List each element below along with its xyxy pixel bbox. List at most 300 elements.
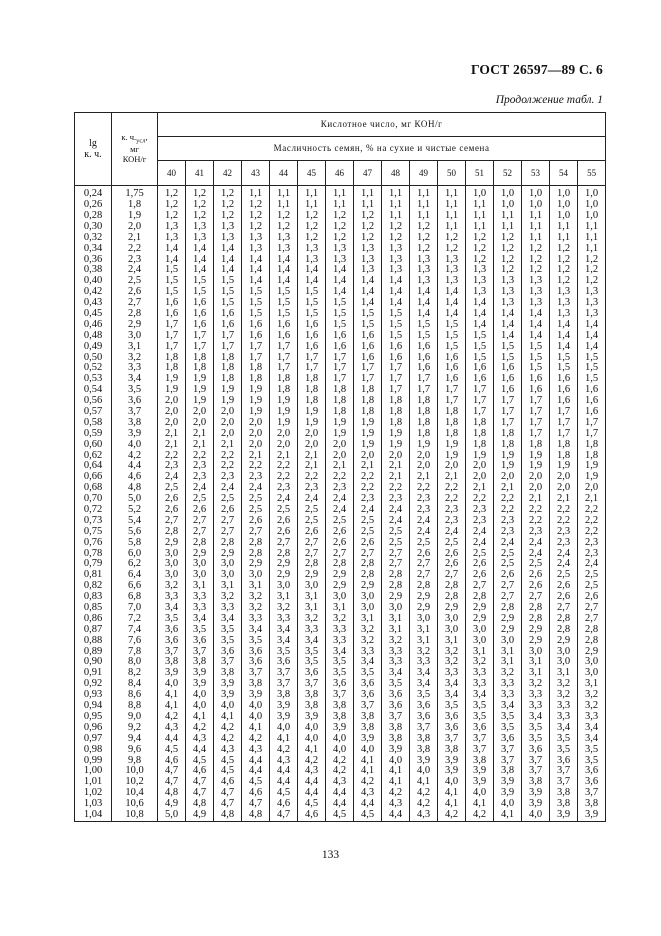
value-cell: 2,6 xyxy=(410,548,438,559)
value-cell: 3,9 xyxy=(270,701,298,712)
value-cell: 1,5 xyxy=(326,309,354,320)
value-cell: 3,2 xyxy=(242,592,270,603)
value-cell: 1,4 xyxy=(438,287,466,298)
value-cell: 2,5 xyxy=(242,494,270,505)
value-cell: 3,5 xyxy=(550,744,578,755)
value-cell: 1,7 xyxy=(522,407,550,418)
value-cell: 3,3 xyxy=(214,603,242,614)
oil-percent-header: 41 xyxy=(186,161,214,186)
page-number: 133 xyxy=(321,849,340,861)
value-cell: 2,2 xyxy=(158,450,186,461)
value-cell: 3,2 xyxy=(410,646,438,657)
value-cell: 1,6 xyxy=(522,374,550,385)
value-cell: 3,8 xyxy=(242,679,270,690)
table-row xyxy=(75,712,606,723)
value-cell: 2,4 xyxy=(298,494,326,505)
lg-kch-cell: 0,60 xyxy=(75,439,112,450)
oil-percent-header: 47 xyxy=(354,161,382,186)
value-cell: 2,8 xyxy=(578,625,606,636)
value-cell: 1,2 xyxy=(438,243,466,254)
value-cell: 1,6 xyxy=(578,407,606,418)
value-cell: 3,5 xyxy=(186,625,214,636)
oil-percent-header: 45 xyxy=(298,161,326,186)
value-cell: 1,7 xyxy=(410,385,438,396)
value-cell: 1,1 xyxy=(326,200,354,211)
table-row xyxy=(75,570,606,581)
value-cell: 1,9 xyxy=(186,396,214,407)
value-cell: 4,7 xyxy=(186,777,214,788)
header-kch-line3: КОН/г xyxy=(122,154,147,165)
value-cell: 1,3 xyxy=(214,233,242,244)
value-cell: 2,4 xyxy=(522,548,550,559)
header-kch-line2: мг xyxy=(130,144,139,155)
value-cell: 1,9 xyxy=(158,385,186,396)
value-cell: 3,8 xyxy=(298,690,326,701)
value-cell: 1,6 xyxy=(578,396,606,407)
value-cell: 3,9 xyxy=(438,755,466,766)
kch-cond-cell: 5,2 xyxy=(112,505,158,516)
value-cell: 3,7 xyxy=(522,755,550,766)
value-cell: 2,4 xyxy=(494,538,522,549)
table-row xyxy=(75,461,606,472)
value-cell: 2,5 xyxy=(578,581,606,592)
value-cell: 3,4 xyxy=(410,679,438,690)
value-cell: 3,1 xyxy=(382,614,410,625)
value-cell: 1,6 xyxy=(382,352,410,363)
value-cell: 1,4 xyxy=(410,298,438,309)
value-cell: 2,6 xyxy=(466,570,494,581)
table-row xyxy=(75,200,606,211)
value-cell: 1,8 xyxy=(298,385,326,396)
value-cell: 2,0 xyxy=(186,407,214,418)
kch-cond-cell: 7,8 xyxy=(112,646,158,657)
value-cell: 1,1 xyxy=(438,211,466,222)
value-cell: 2,6 xyxy=(550,581,578,592)
value-cell: 4,1 xyxy=(298,744,326,755)
value-cell: 3,7 xyxy=(242,668,270,679)
value-cell: 4,7 xyxy=(242,799,270,810)
value-cell: 3,1 xyxy=(466,646,494,657)
value-cell: 2,0 xyxy=(410,450,438,461)
lg-kch-cell: 0,97 xyxy=(75,734,112,745)
value-cell: 4,2 xyxy=(382,788,410,799)
value-cell: 1,2 xyxy=(214,200,242,211)
value-cell: 3,5 xyxy=(410,690,438,701)
value-cell: 2,7 xyxy=(298,548,326,559)
value-cell: 1,8 xyxy=(354,396,382,407)
value-cell: 3,4 xyxy=(466,690,494,701)
lg-kch-cell: 0,56 xyxy=(75,396,112,407)
value-cell: 3,7 xyxy=(494,744,522,755)
value-cell: 1,0 xyxy=(466,186,494,200)
lg-kch-cell: 0,59 xyxy=(75,429,112,440)
value-cell: 2,1 xyxy=(186,429,214,440)
value-cell: 1,3 xyxy=(382,254,410,265)
kch-cond-cell: 5,6 xyxy=(112,527,158,538)
value-cell: 3,8 xyxy=(326,701,354,712)
table-row xyxy=(75,211,606,222)
table-row xyxy=(75,352,606,363)
value-cell: 1,7 xyxy=(354,363,382,374)
value-cell: 1,9 xyxy=(214,396,242,407)
kch-cond-cell: 6,4 xyxy=(112,570,158,581)
value-cell: 1,6 xyxy=(270,320,298,331)
value-cell: 1,8 xyxy=(522,439,550,450)
value-cell: 1,5 xyxy=(270,298,298,309)
value-cell: 1,2 xyxy=(438,233,466,244)
value-cell: 3,8 xyxy=(186,657,214,668)
value-cell: 2,5 xyxy=(382,538,410,549)
value-cell: 1,5 xyxy=(466,341,494,352)
table-row xyxy=(75,222,606,233)
value-cell: 3,1 xyxy=(186,581,214,592)
oil-percent-header: 53 xyxy=(522,161,550,186)
kch-cond-cell: 5,4 xyxy=(112,516,158,527)
value-cell: 2,2 xyxy=(270,461,298,472)
kch-cond-cell: 4,6 xyxy=(112,472,158,483)
table-row xyxy=(75,186,606,200)
value-cell: 2,6 xyxy=(326,538,354,549)
value-cell: 1,0 xyxy=(578,186,606,200)
lg-kch-cell: 0,68 xyxy=(75,483,112,494)
value-cell: 1,9 xyxy=(382,429,410,440)
kch-cond-cell: 8,0 xyxy=(112,657,158,668)
value-cell: 3,4 xyxy=(186,614,214,625)
value-cell: 3,5 xyxy=(522,723,550,734)
value-cell: 3,3 xyxy=(326,625,354,636)
value-cell: 1,8 xyxy=(270,374,298,385)
value-cell: 2,1 xyxy=(382,472,410,483)
lg-kch-cell: 0,93 xyxy=(75,690,112,701)
value-cell: 3,4 xyxy=(438,679,466,690)
lg-kch-cell: 0,38 xyxy=(75,265,112,276)
value-cell: 2,8 xyxy=(382,570,410,581)
value-cell: 2,7 xyxy=(410,570,438,581)
value-cell: 2,2 xyxy=(550,516,578,527)
value-cell: 3,6 xyxy=(410,701,438,712)
value-cell: 2,0 xyxy=(298,429,326,440)
value-cell: 3,7 xyxy=(382,712,410,723)
value-cell: 4,1 xyxy=(382,777,410,788)
kch-cond-cell: 4,8 xyxy=(112,483,158,494)
value-cell: 3,0 xyxy=(354,603,382,614)
value-cell: 2,0 xyxy=(326,439,354,450)
value-cell: 1,5 xyxy=(158,265,186,276)
value-cell: 2,0 xyxy=(214,429,242,440)
value-cell: 1,5 xyxy=(270,309,298,320)
oilseed-acid-table xyxy=(74,112,606,822)
value-cell: 2,4 xyxy=(550,559,578,570)
value-cell: 2,2 xyxy=(522,516,550,527)
value-cell: 2,9 xyxy=(438,603,466,614)
value-cell: 1,2 xyxy=(242,200,270,211)
value-cell: 2,7 xyxy=(438,570,466,581)
value-cell: 2,4 xyxy=(186,483,214,494)
value-cell: 3,6 xyxy=(578,777,606,788)
header-lg-kch xyxy=(75,113,112,186)
value-cell: 3,4 xyxy=(578,734,606,745)
value-cell: 2,8 xyxy=(214,538,242,549)
value-cell: 2,5 xyxy=(270,505,298,516)
table-row xyxy=(75,341,606,352)
value-cell: 1,2 xyxy=(494,233,522,244)
value-cell: 1,5 xyxy=(158,287,186,298)
value-cell: 1,9 xyxy=(242,396,270,407)
value-cell: 1,1 xyxy=(438,200,466,211)
table-row xyxy=(75,374,606,385)
value-cell: 2,9 xyxy=(382,592,410,603)
value-cell: 2,5 xyxy=(494,548,522,559)
lg-kch-cell: 0,43 xyxy=(75,298,112,309)
value-cell: 2,0 xyxy=(326,450,354,461)
value-cell: 2,5 xyxy=(354,516,382,527)
value-cell: 3,7 xyxy=(270,679,298,690)
value-cell: 2,9 xyxy=(326,581,354,592)
value-cell: 1,7 xyxy=(494,418,522,429)
value-cell: 3,7 xyxy=(354,701,382,712)
value-cell: 1,4 xyxy=(550,341,578,352)
value-cell: 3,1 xyxy=(354,614,382,625)
lg-kch-cell: 0,52 xyxy=(75,363,112,374)
value-cell: 3,6 xyxy=(270,657,298,668)
value-cell: 1,4 xyxy=(326,287,354,298)
table-row xyxy=(75,243,606,254)
value-cell: 1,8 xyxy=(186,363,214,374)
value-cell: 2,8 xyxy=(466,592,494,603)
value-cell: 4,5 xyxy=(214,766,242,777)
value-cell: 1,5 xyxy=(382,331,410,342)
kch-cond-cell: 1,75 xyxy=(112,186,158,200)
value-cell: 1,2 xyxy=(522,243,550,254)
value-cell: 3,8 xyxy=(354,712,382,723)
table-row xyxy=(75,603,606,614)
value-cell: 2,2 xyxy=(214,461,242,472)
value-cell: 3,5 xyxy=(270,646,298,657)
value-cell: 1,5 xyxy=(410,320,438,331)
value-cell: 1,8 xyxy=(214,352,242,363)
value-cell: 1,5 xyxy=(242,298,270,309)
value-cell: 1,7 xyxy=(522,418,550,429)
value-cell: 2,2 xyxy=(214,450,242,461)
value-cell: 1,9 xyxy=(326,418,354,429)
value-cell: 1,4 xyxy=(270,254,298,265)
value-cell: 1,1 xyxy=(242,186,270,200)
value-cell: 1,2 xyxy=(298,222,326,233)
value-cell: 1,3 xyxy=(186,222,214,233)
value-cell: 2,1 xyxy=(298,450,326,461)
kch-cond-cell: 3,9 xyxy=(112,429,158,440)
value-cell: 1,4 xyxy=(578,331,606,342)
table-row xyxy=(75,668,606,679)
value-cell: 2,8 xyxy=(522,603,550,614)
value-cell: 1,4 xyxy=(578,341,606,352)
value-cell: 2,3 xyxy=(466,505,494,516)
value-cell: 1,6 xyxy=(438,374,466,385)
value-cell: 4,2 xyxy=(326,766,354,777)
lg-kch-cell: 0,72 xyxy=(75,505,112,516)
value-cell: 3,9 xyxy=(214,679,242,690)
value-cell: 3,7 xyxy=(186,646,214,657)
value-cell: 3,0 xyxy=(550,646,578,657)
value-cell: 2,0 xyxy=(550,472,578,483)
value-cell: 1,9 xyxy=(438,450,466,461)
lg-kch-cell: 0,82 xyxy=(75,581,112,592)
value-cell: 1,4 xyxy=(494,309,522,320)
value-cell: 1,2 xyxy=(326,222,354,233)
value-cell: 1,3 xyxy=(186,233,214,244)
value-cell: 4,6 xyxy=(214,777,242,788)
value-cell: 2,6 xyxy=(354,538,382,549)
value-cell: 3,3 xyxy=(326,636,354,647)
header-kch-line1: к. ч. xyxy=(121,132,137,143)
value-cell: 1,4 xyxy=(354,298,382,309)
value-cell: 1,4 xyxy=(354,287,382,298)
value-cell: 2,3 xyxy=(410,494,438,505)
value-cell: 1,2 xyxy=(298,211,326,222)
table-row xyxy=(75,494,606,505)
value-cell: 1,6 xyxy=(550,385,578,396)
value-cell: 3,9 xyxy=(326,723,354,734)
table-row xyxy=(75,429,606,440)
value-cell: 1,5 xyxy=(466,331,494,342)
value-cell: 4,2 xyxy=(242,734,270,745)
value-cell: 1,9 xyxy=(242,385,270,396)
value-cell: 3,5 xyxy=(438,701,466,712)
value-cell: 1,7 xyxy=(158,331,186,342)
value-cell: 2,0 xyxy=(494,472,522,483)
value-cell: 1,8 xyxy=(214,363,242,374)
value-cell: 3,1 xyxy=(578,679,606,690)
value-cell: 2,4 xyxy=(158,472,186,483)
value-cell: 1,5 xyxy=(494,352,522,363)
value-cell: 2,0 xyxy=(242,429,270,440)
value-cell: 2,4 xyxy=(522,538,550,549)
value-cell: 1,5 xyxy=(242,287,270,298)
value-cell: 3,9 xyxy=(242,690,270,701)
value-cell: 3,1 xyxy=(522,668,550,679)
value-cell: 3,9 xyxy=(214,690,242,701)
value-cell: 1,6 xyxy=(522,385,550,396)
value-cell: 3,4 xyxy=(410,668,438,679)
value-cell: 2,2 xyxy=(438,494,466,505)
value-cell: 4,6 xyxy=(298,810,326,821)
value-cell: 2,2 xyxy=(354,472,382,483)
lg-kch-cell: 0,32 xyxy=(75,233,112,244)
value-cell: 2,9 xyxy=(466,614,494,625)
oil-percent-header: 43 xyxy=(242,161,270,186)
value-cell: 1,6 xyxy=(550,374,578,385)
value-cell: 3,0 xyxy=(550,657,578,668)
value-cell: 3,9 xyxy=(550,810,578,821)
value-cell: 3,0 xyxy=(410,614,438,625)
value-cell: 1,5 xyxy=(354,309,382,320)
value-cell: 3,0 xyxy=(158,559,186,570)
value-cell: 2,7 xyxy=(382,559,410,570)
value-cell: 2,8 xyxy=(354,570,382,581)
table-row xyxy=(75,505,606,516)
value-cell: 1,9 xyxy=(298,418,326,429)
table-row xyxy=(75,320,606,331)
kch-cond-cell: 9,2 xyxy=(112,723,158,734)
kch-cond-cell: 8,2 xyxy=(112,668,158,679)
value-cell: 2,3 xyxy=(438,516,466,527)
value-cell: 3,2 xyxy=(158,581,186,592)
lg-kch-cell: 0,96 xyxy=(75,723,112,734)
value-cell: 4,9 xyxy=(186,810,214,821)
value-cell: 1,3 xyxy=(522,276,550,287)
table-row xyxy=(75,559,606,570)
value-cell: 3,6 xyxy=(354,679,382,690)
value-cell: 1,5 xyxy=(186,287,214,298)
value-cell: 3,6 xyxy=(298,668,326,679)
value-cell: 1,2 xyxy=(242,222,270,233)
value-cell: 1,5 xyxy=(382,309,410,320)
lg-kch-cell: 0,85 xyxy=(75,603,112,614)
value-cell: 1,3 xyxy=(466,265,494,276)
value-cell: 2,2 xyxy=(242,461,270,472)
value-cell: 1,3 xyxy=(158,233,186,244)
value-cell: 1,6 xyxy=(242,320,270,331)
value-cell: 1,7 xyxy=(298,352,326,363)
value-cell: 4,8 xyxy=(186,799,214,810)
value-cell: 1,1 xyxy=(270,186,298,200)
value-cell: 2,2 xyxy=(522,505,550,516)
value-cell: 3,2 xyxy=(326,614,354,625)
lg-kch-cell: 0,98 xyxy=(75,744,112,755)
value-cell: 3,8 xyxy=(158,657,186,668)
value-cell: 1,8 xyxy=(410,418,438,429)
value-cell: 1,8 xyxy=(214,374,242,385)
value-cell: 3,2 xyxy=(354,636,382,647)
value-cell: 1,7 xyxy=(522,396,550,407)
value-cell: 1,2 xyxy=(242,211,270,222)
value-cell: 1,4 xyxy=(354,276,382,287)
value-cell: 1,6 xyxy=(158,298,186,309)
kch-cond-cell: 10,2 xyxy=(112,777,158,788)
lg-kch-cell: 0,48 xyxy=(75,331,112,342)
value-cell: 1,6 xyxy=(494,374,522,385)
value-cell: 3,0 xyxy=(354,592,382,603)
kch-cond-cell: 8,4 xyxy=(112,679,158,690)
value-cell: 3,6 xyxy=(242,646,270,657)
value-cell: 3,4 xyxy=(578,723,606,734)
lg-kch-cell: 0,83 xyxy=(75,592,112,603)
value-cell: 3,0 xyxy=(466,636,494,647)
value-cell: 4,6 xyxy=(158,755,186,766)
value-cell: 3,0 xyxy=(578,668,606,679)
value-cell: 2,5 xyxy=(186,494,214,505)
oil-percent-header: 40 xyxy=(158,161,186,186)
value-cell: 1,5 xyxy=(522,352,550,363)
lg-kch-cell: 0,53 xyxy=(75,374,112,385)
value-cell: 1,5 xyxy=(382,320,410,331)
value-cell: 1,8 xyxy=(158,352,186,363)
value-cell: 3,3 xyxy=(550,712,578,723)
value-cell: 3,5 xyxy=(494,712,522,723)
value-cell: 3,2 xyxy=(438,657,466,668)
value-cell: 1,4 xyxy=(270,276,298,287)
value-cell: 1,6 xyxy=(326,331,354,342)
value-cell: 2,8 xyxy=(242,548,270,559)
value-cell: 3,6 xyxy=(578,766,606,777)
value-cell: 4,8 xyxy=(242,810,270,821)
kch-cond-cell: 8,8 xyxy=(112,701,158,712)
value-cell: 1,5 xyxy=(354,320,382,331)
value-cell: 3,7 xyxy=(466,744,494,755)
value-cell: 1,5 xyxy=(466,352,494,363)
lg-kch-cell: 0,70 xyxy=(75,494,112,505)
value-cell: 2,0 xyxy=(466,472,494,483)
